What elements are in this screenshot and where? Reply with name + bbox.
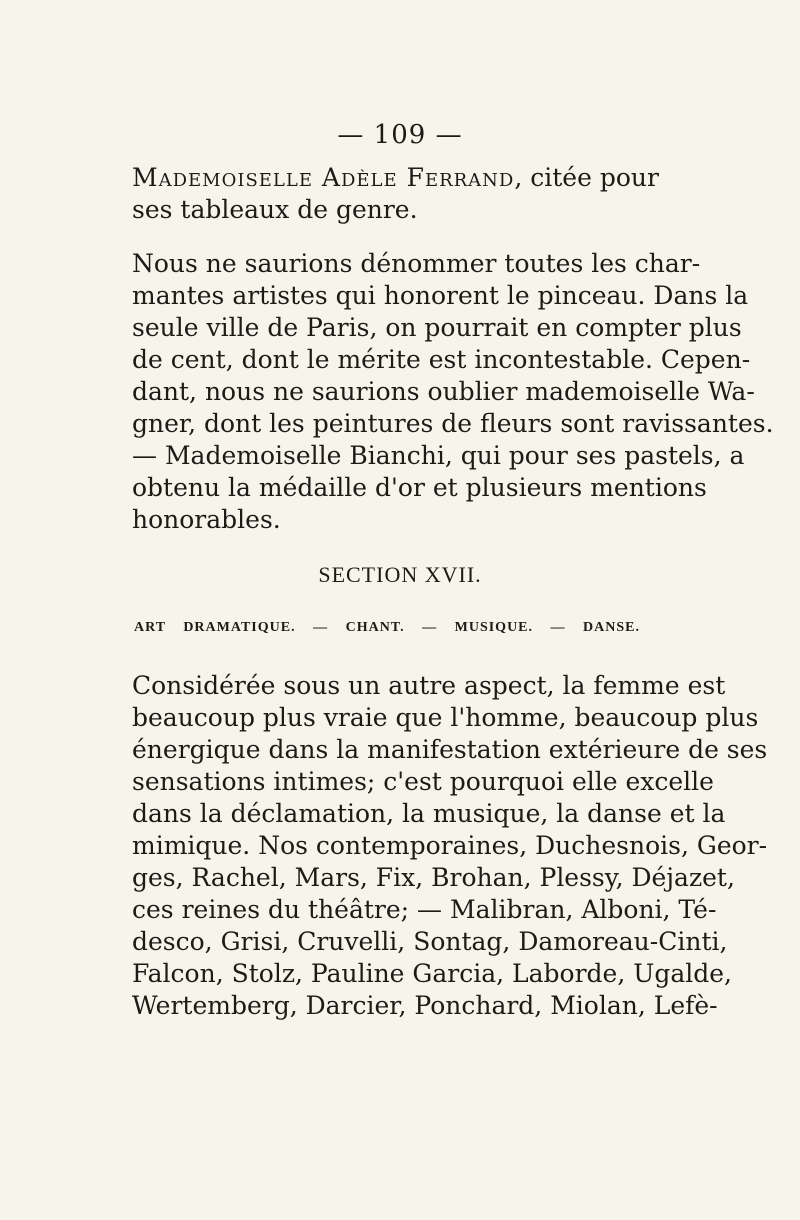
artist-name: Mademoiselle Adèle Ferrand xyxy=(132,163,515,192)
intro-line-1-rest: , citée pour xyxy=(514,163,659,192)
paragraph-line: Falcon, Stolz, Pauline Garcia, Laborde, Ugalde, xyxy=(132,959,732,988)
paragraph-line: ces reines du théâtre; — Malibran, Alboni, Té- xyxy=(132,895,717,924)
intro-line-1 xyxy=(132,162,659,194)
page-number: — 109 — xyxy=(337,120,463,150)
paragraph-artists xyxy=(132,248,774,536)
paragraph-line: de cent, dont le mérite est incontestable. Cepen- xyxy=(132,345,751,374)
paragraph-line: dant, nous ne saurions oublier mademoiselle Wa- xyxy=(132,377,755,406)
paragraph-line: beaucoup plus vraie que l'homme, beaucoup plus xyxy=(132,703,759,732)
paragraph-line: Nous ne saurions dénommer toutes les char- xyxy=(132,249,701,278)
paragraph-line: ges, Rachel, Mars, Fix, Brohan, Plessy, Déjazet, xyxy=(132,863,735,892)
paragraph-line: dans la déclamation, la musique, la danse et la xyxy=(132,799,726,828)
intro-line-2: ses tableaux de genre. xyxy=(132,195,418,224)
section-title: SECTION XVII. xyxy=(318,562,482,587)
paragraph-line: sensations intimes; c'est pourquoi elle excelle xyxy=(132,767,714,796)
section-subtitle: ART DRAMATIQUE. — CHANT. — MUSIQUE. — DANSE. xyxy=(134,620,640,635)
paragraph-line: énergique dans la manifestation extérieure de ses xyxy=(132,735,768,764)
paragraph-line: — Mademoiselle Bianchi, qui pour ses pastels, a xyxy=(132,441,745,470)
paragraph-line: Considérée sous un autre aspect, la femme est xyxy=(132,671,726,700)
intro-entry xyxy=(132,162,659,226)
paragraph-line: Wertemberg, Darcier, Ponchard, Miolan, Lefè- xyxy=(132,991,718,1020)
paragraph-line: seule ville de Paris, on pourrait en compter plus xyxy=(132,313,742,342)
paragraph-line: honorables. xyxy=(132,505,281,534)
paragraph-line: gner, dont les peintures de fleurs sont ravissantes. xyxy=(132,409,774,438)
paragraph-line: mantes artistes qui honorent le pinceau. Dans la xyxy=(132,281,749,310)
paragraph-line: desco, Grisi, Cruvelli, Sontag, Damoreau-Cinti, xyxy=(132,927,728,956)
paragraph-line: mimique. Nos contemporaines, Duchesnois, Geor- xyxy=(132,831,768,860)
paragraph-performers xyxy=(132,670,768,1022)
paragraph-line: obtenu la médaille d'or et plusieurs mentions xyxy=(132,473,707,502)
